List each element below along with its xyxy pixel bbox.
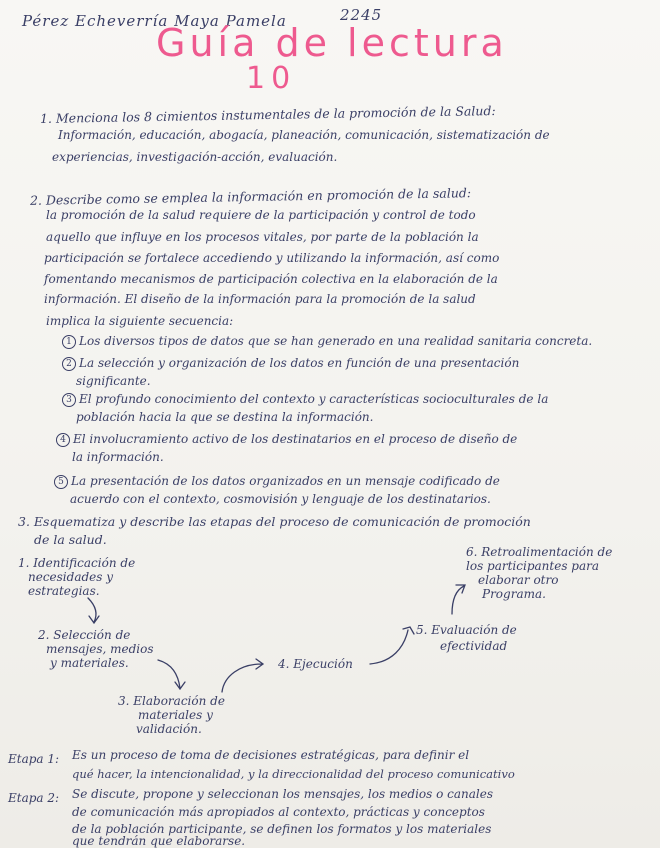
page-title: Guía de lectura [156,21,508,65]
stage-5-line-2: efectividad [440,639,508,653]
question-2: 2. Describe como se emplea la información en promoción de la salud: [29,185,472,208]
answer-2-line-1: la promoción de la salud requiere de la participación y control de todo [46,208,476,222]
stage-4-node: 4. Ejecución [278,657,353,671]
etapa-2-line-4: que tendrán que elaborarse. [72,834,246,848]
step-1-line-1: Los diversos tipos de datos que se han generado en una realidad sanitaria concreta. [79,334,593,348]
stage-1-line-1: 1. Identificación de [18,556,136,570]
etapa-1-line-2: qué hacer, la intencionalidad, y la direccionalidad del proceso comunicativo [72,767,515,781]
answer-2-line-2: aquello que influye en los procesos vitales, por parte de la población la [46,230,479,244]
arrow-1-to-2 [88,598,99,623]
stage-6-line-3: elaborar otro [478,573,559,587]
step-number-badge: 3 [62,393,76,407]
guide-number: 10 [246,61,297,96]
question-1: 1. Menciona los 8 cimientos instumentales de la promoción de la Salud: [39,103,496,126]
stage-2-line-3: y materiales. [50,656,129,670]
step-4-line-1: El involucramiento activo de los destinatarios en el proceso de diseño de [73,432,518,446]
stage-2-line-1: 2. Selección de [38,628,131,642]
stage-3-line-1: 3. Elaboración de [118,694,225,708]
etapa-1-label: Etapa 1: [8,752,60,766]
stage-5-line-1: 5. Evaluación de [416,623,517,637]
arrow-5-to-6 [452,585,465,614]
answer-2-line-3: participación se fortalece accediendo y utilizando la información, así como [44,251,500,265]
step-number-badge: 4 [56,433,70,447]
student-name: Pérez Echeverría Maya Pamela [22,12,287,30]
step-4-line-2: la información. [72,450,164,464]
question-3-line-1: 3. Esquematiza y describe las etapas del proceso de comunicación de promoción [18,514,531,529]
arrow-3-to-4 [222,659,263,692]
answer-1-line-2: experiencias, investigación-acción, evaluación. [52,150,338,164]
step-5-line-1: La presentación de los datos organizados en un mensaje codificado de [71,474,500,488]
step-5-line-2: acuerdo con el contexto, cosmovisión y lenguaje de los destinatarios. [70,492,491,506]
arrow-4-to-5 [370,627,414,664]
stage-1-line-3: estrategias. [28,584,100,598]
etapa-2-label: Etapa 2: [8,791,60,805]
stage-3-line-3: validación. [136,722,202,736]
stage-3-line-2: materiales y [138,708,213,722]
step-3-line-1: El profundo conocimiento del contexto y características socioculturales de la [79,392,549,406]
etapa-1-line-1: Es un proceso de toma de decisiones estratégicas, para definir el [72,748,470,762]
stage-2-line-2: mensajes, medios [46,642,154,656]
step-3-line-2: población hacia la que se destina la información. [76,410,374,424]
stage-6-line-4: Programa. [482,587,546,601]
step-number-badge: 5 [54,475,68,489]
stage-6-line-2: los participantes para [466,559,600,573]
answer-2-line-6: implica la siguiente secuencia: [46,314,234,328]
step-2-line-1: La selección y organización de los datos en función de una presentación [79,356,520,370]
etapa-2-line-3: de la población participante, se definen los formatos y los materiales [72,822,492,836]
question-3-line-2: de la salud. [34,532,107,547]
step-2-line-2: significante. [76,374,151,388]
answer-2-line-4: fomentando mecanismos de participación colectiva en la elaboración de la [44,272,498,286]
step-number-badge: 1 [62,335,76,349]
etapa-2-line-1: Se discute, propone y seleccionan los mensajes, los medios o canales [72,787,494,801]
step-number-badge: 2 [62,357,76,371]
answer-1-line-1: Información, educación, abogacía, planeación, comunicación, sistematización de [58,128,550,142]
stage-6-line-1: 6. Retroalimentación de [466,545,613,559]
arrow-2-to-3 [158,660,185,689]
student-number: 2245 [340,6,383,24]
etapa-2-line-2: de comunicación más apropiados al contexto, prácticas y conceptos [72,805,485,819]
answer-2-line-5: información. El diseño de la información para la promoción de la salud [44,292,476,306]
stage-1-line-2: necesidades y [28,570,114,584]
